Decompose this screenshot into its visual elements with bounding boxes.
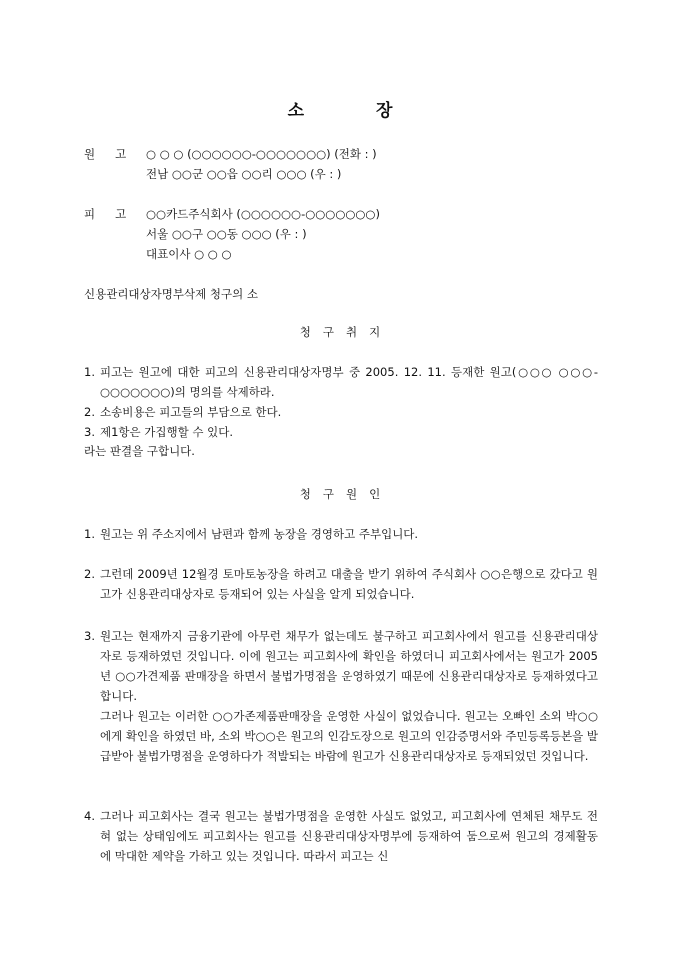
claim-item: 1. 피고는 원고에 대한 피고의 신용관리대상자명부 중 2005. 12. 11. 등재한 원고(○○○ ○○○-○○○○○○○)의 명의를 삭제하라. [84,365,598,399]
defendant-address-line: 서울 ○○구 ○○동 ○○○ (우 : ) [146,227,307,241]
title-char: 소 [287,101,304,121]
case-name: 신용관리대상자명부삭제 청구의 소 [84,287,258,301]
claim-item: 2. 소송비용은 피고들의 부담으로 한다. [84,405,282,419]
defendant-name-line: ○○카드주식회사 (○○○○○○-○○○○○○○) [146,207,380,221]
claim-closing: 라는 판결을 구합니다. [84,444,195,458]
cause-item: 2. 그런데 2009년 12월경 토마토농장을 하려고 대출을 받기 위하여 주식회사 ○○은행으로 갔다고 원고가 신용관리대상자로 등재되어 있는 사실을 알게 되었습니다. [84,567,598,601]
plaintiff-address-line: 전남 ○○군 ○○읍 ○○리 ○○○ (우 : ) [146,167,342,181]
document-title [0,96,680,121]
cause-item: 4. 그러나 피고회사는 결국 원고는 불법가명점을 운영한 사실도 없었고, 피고회사에 연체된 채무도 전혀 없는 상태임에도 피고회사는 원고를 신용관리대상자명부에 등재하여 둠으로써 원고의 경제활동에 막대한 제약을 가하고 있는 것입니다. 따라서 피고는 신 [84,809,598,863]
cause-item-continuation: 그러나 원고는 이러한 ○○가존제품판매장을 운영한 사실이 없었습니다. 원고는 오빠인 소외 박○○에게 확인을 하였던 바, 소외 박○○은 원고의 인감도장으로 원고의 인감증명서와 주민등록등본을 발급받아 불법가명점을 운영하다가 적발되는 바람에 원고가 신용관리대상자로 등재되었던 것입니다. [100,709,598,763]
plaintiff-name-line: ○ ○ ○ (○○○○○○-○○○○○○○) (전화 : ) [146,147,377,161]
title-char: 장 [376,101,393,121]
claim-item: 3. 제1항은 가집행할 수 있다. [84,425,234,439]
plaintiff-label: 원 고 [84,147,127,161]
cause-heading: 청 구 원 인 [299,487,381,501]
defendant-representative-line: 대표이사 ○ ○ ○ [146,247,232,261]
claim-heading: 청 구 취 지 [299,325,381,339]
cause-item: 3. 원고는 현재까지 금융기관에 아무런 채무가 없는데도 불구하고 피고회사에서 원고를 신용관리대상자로 등재하였던 것입니다. 이에 원고는 피고회사에 확인을 하였더니 피고회사에서는 원고가 2005년 ○○가견제품 판매장을 하면서 불법가명점을 운영하였기 때문에 신용관리대상자로 등재하였다고 합니다. 그러나 원고는 이러한 ○○가존제품판매장을 운영한 사실이 없었습니다. 원고는 오빠인 소외 박○○에게 확인을 하였던 바, 소외 박○○은 원고의 인감도장으로 원고의 인감증명서와 주민등록등본을 발급받아 불법가명점을 운영하다가 적발되는 바람에 원고가 신용관리대상자로 등재되었던 것입니다. [84,626,598,766]
defendant-label: 피 고 [84,207,127,221]
cause-item: 1. 원고는 위 주소지에서 남편과 함께 농장을 경영하고 주부입니다. [84,527,419,541]
